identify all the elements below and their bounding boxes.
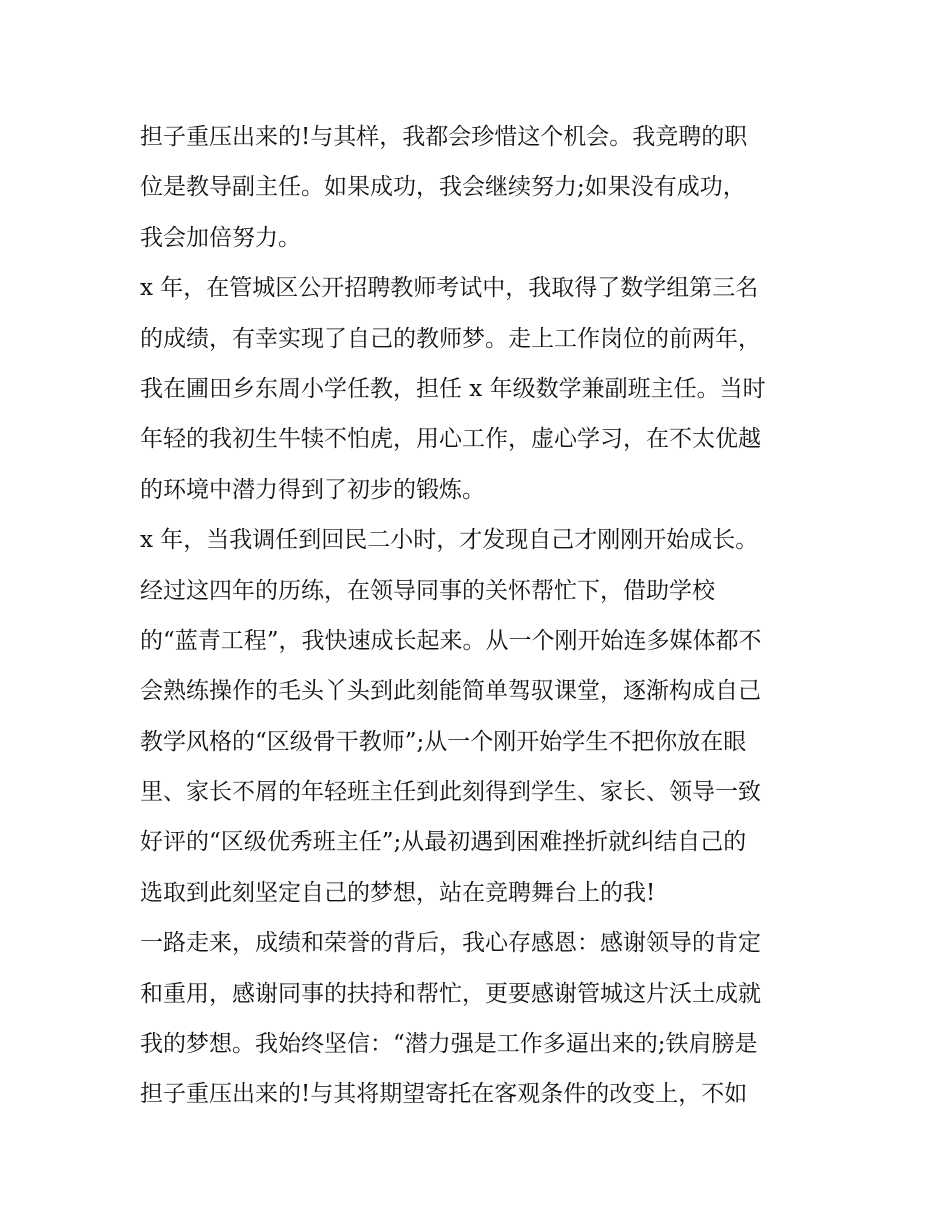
- text-line: 的环境中潜力得到了初步的锻炼。: [140, 476, 485, 503]
- text-line: 选取到此刻坚定自己的梦想，站在竞聘舞台上的我!: [140, 879, 656, 906]
- text-line: 我的梦想。我始终坚信：“潜力强是工作多逼出来的;铁肩膀是: [140, 1031, 758, 1058]
- text-line: 好评的“区级优秀班主任”;从最初遇到困难挫折就纠结自己的: [140, 829, 747, 856]
- text-line: 里、家长不屑的年轻班主任到此刻得到学生、家长、领导一致: [140, 779, 761, 806]
- text-line: 的成绩，有幸实现了自己的教师梦。走上工作岗位的前两年，: [140, 325, 761, 352]
- text-line: 经过这四年的历练，在领导同事的关怀帮忙下，借助学校: [140, 577, 715, 604]
- body-text: [140, 112, 820, 1120]
- text-line: 和重用，感谢同事的扶持和帮忙，更要感谢管城这片沃土成就: [140, 980, 761, 1007]
- text-line: 年轻的我初生牛犊不怕虎，用心工作，虚心学习，在不太优越: [140, 426, 761, 453]
- text-line: 会熟练操作的毛头丫头到此刻能简单驾驭课堂，逐渐构成自己: [140, 678, 761, 705]
- text-line: x 年，在管城区公开招聘教师考试中，我取得了数学组第三名: [140, 275, 759, 302]
- text-line: 担子重压出来的!与其将期望寄托在客观条件的改变上，不如: [140, 1081, 748, 1108]
- text-line: 担子重压出来的!与其样，我都会珍惜这个机会。我竞聘的职: [140, 124, 748, 150]
- text-line: 教学风格的“区级骨干教师”;从一个刚开始学生不把你放在眼: [140, 728, 747, 755]
- text-line: 一路走来，成绩和荣誉的背后，我心存感恩：感谢领导的肯定: [140, 930, 761, 957]
- text-line: 我在圃田乡东周小学任教，担任 x 年级数学兼副班主任。当时: [140, 375, 766, 402]
- text-line: 位是教导副主任。如果成功，我会继续努力;如果没有成功，: [140, 174, 746, 201]
- text-line: 我会加倍努力。: [140, 224, 301, 251]
- text-line: 的“蓝青工程”，我快速成长起来。从一个刚开始连多媒体都不: [140, 627, 762, 654]
- text-line: x 年，当我调任到回民二小时，才发现自己才刚刚开始成长。: [140, 527, 759, 554]
